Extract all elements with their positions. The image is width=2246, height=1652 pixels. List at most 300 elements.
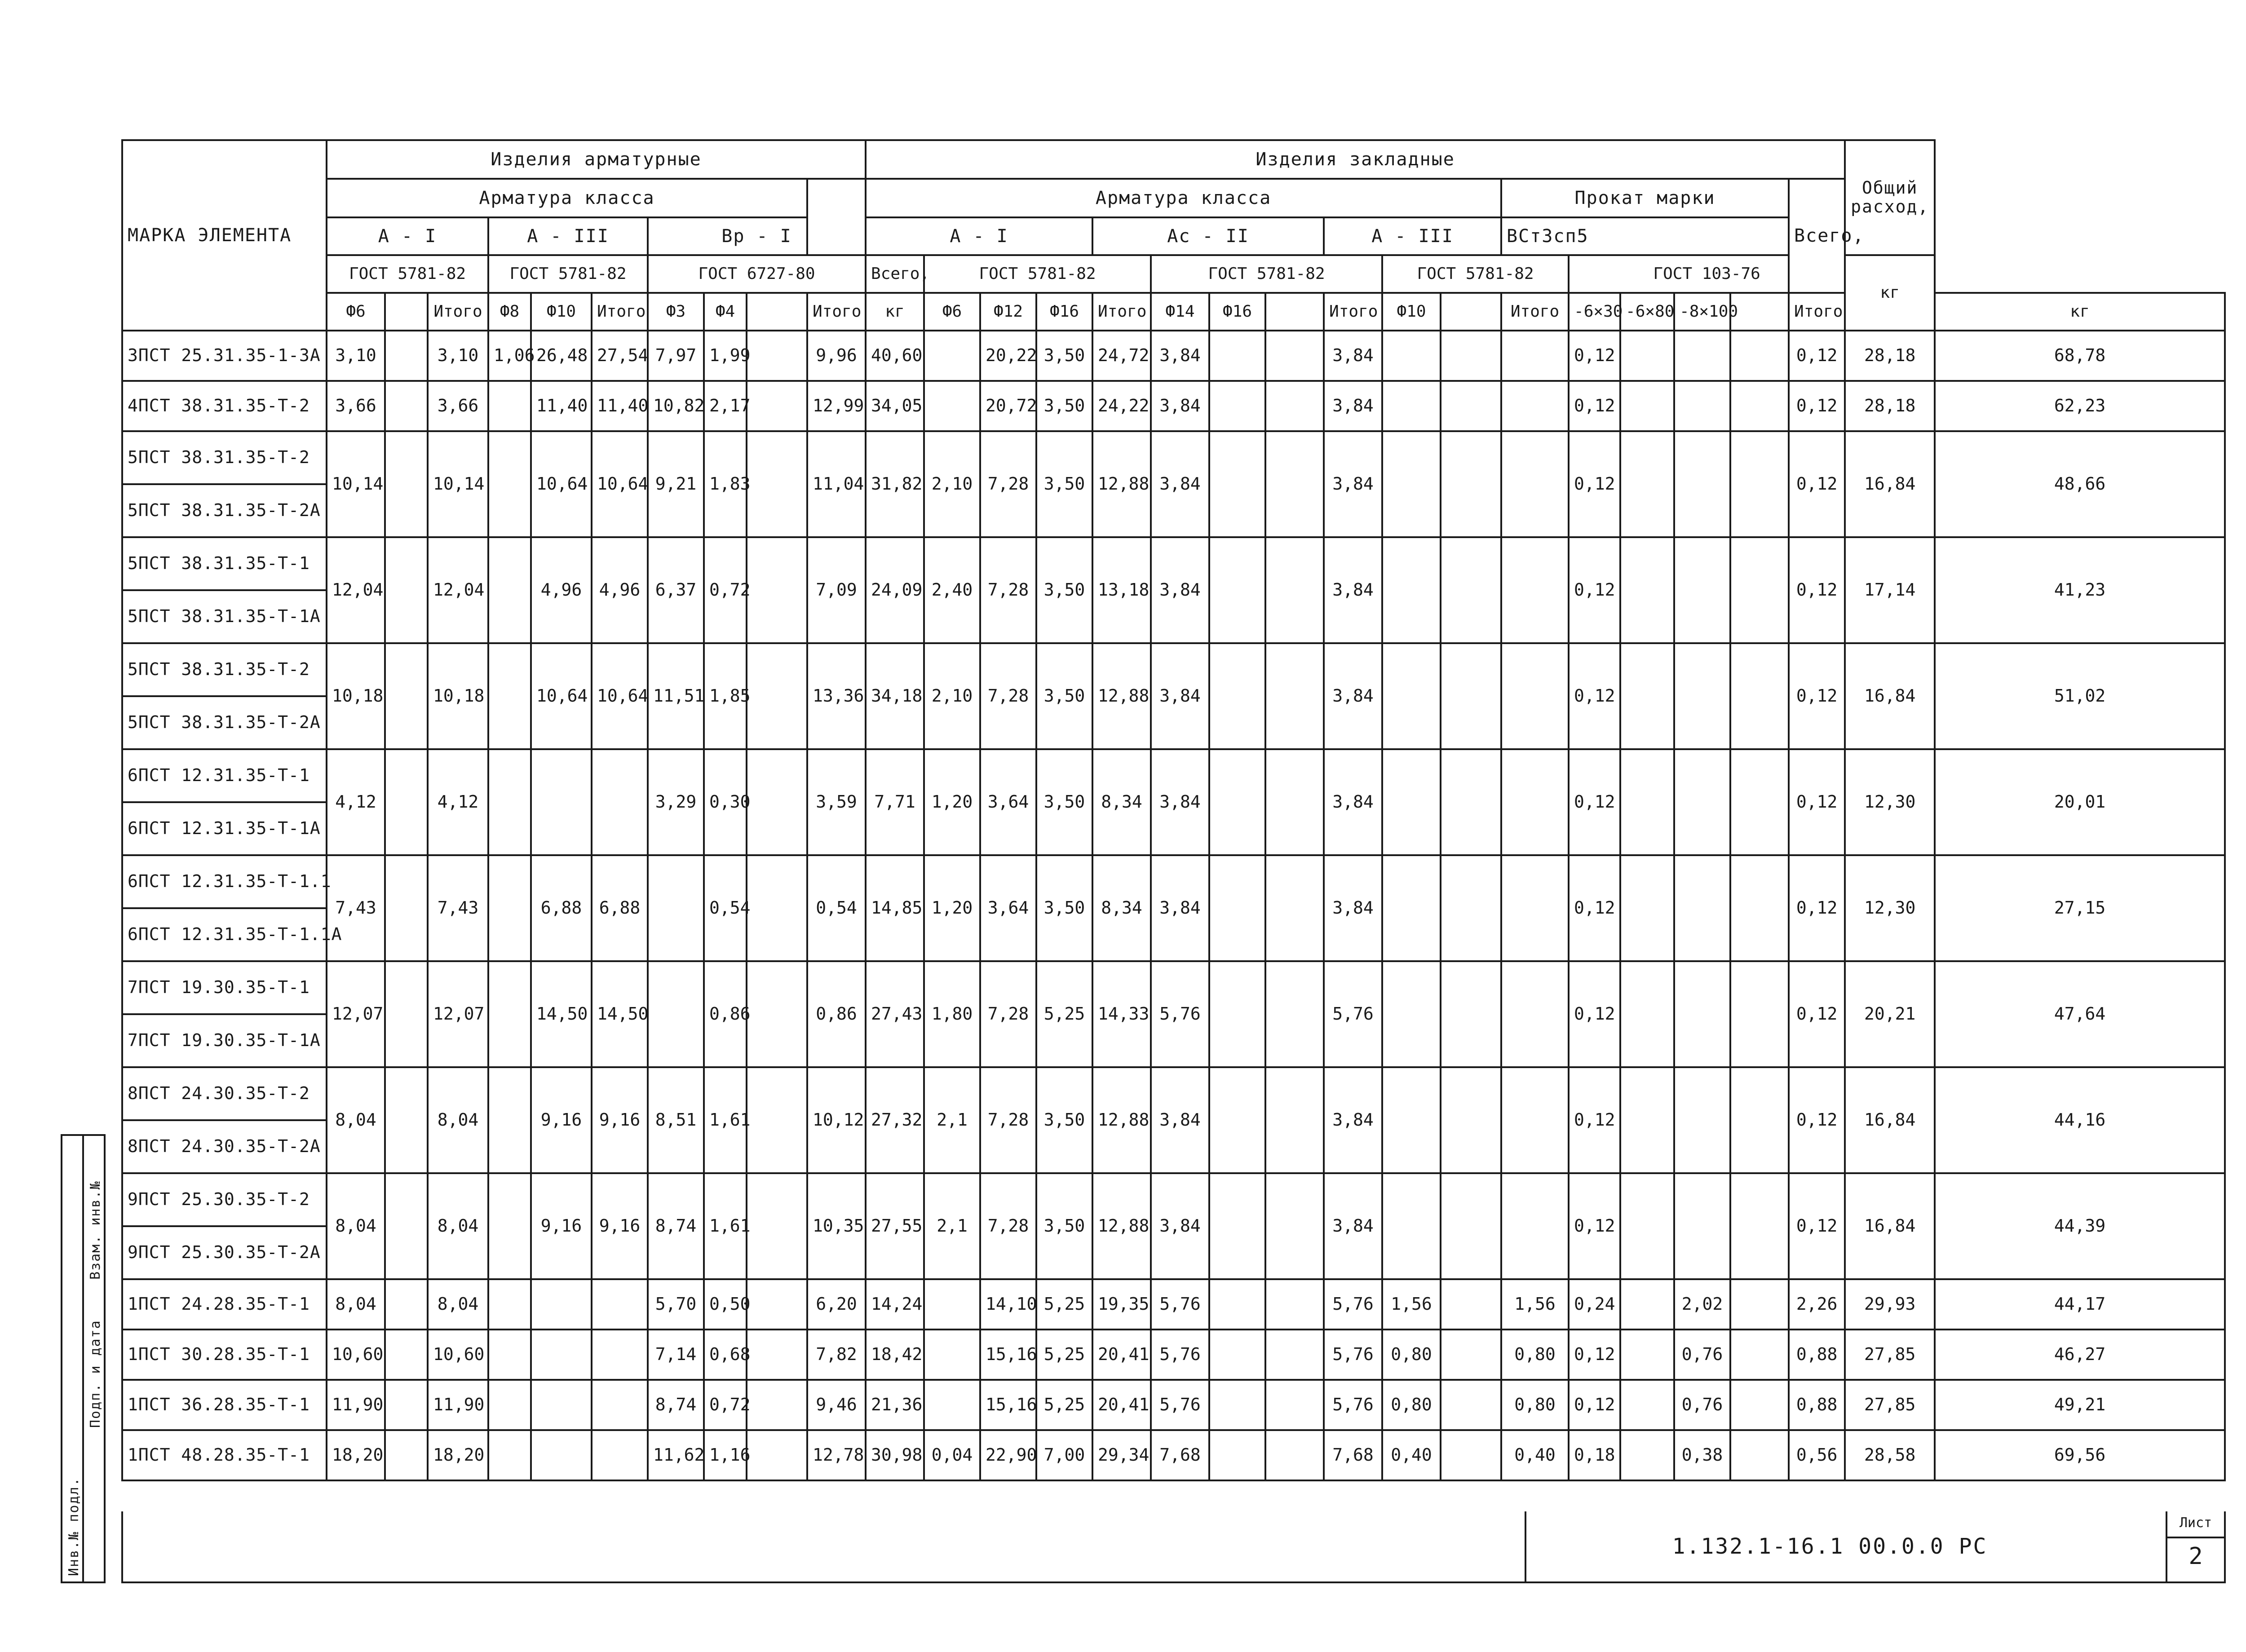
table-cell: 0,56: [1789, 1430, 1845, 1480]
col-a3-d10: Ф10: [531, 293, 592, 331]
table-cell: [1209, 381, 1265, 431]
table-cell: 14,24: [866, 1279, 924, 1330]
table-cell: 44,16: [1935, 1067, 2225, 1173]
overall-header: Общий расход,: [1845, 140, 1935, 255]
table-cell: 0,54: [807, 855, 866, 961]
table-cell: 5,70: [648, 1279, 704, 1330]
table-cell: 0,38: [1674, 1430, 1730, 1480]
table-cell: [1674, 1067, 1730, 1173]
table-cell: 1,80: [924, 961, 980, 1067]
class-bp1: Вр - I: [648, 217, 866, 255]
specification-table: [121, 139, 2226, 1481]
table-cell: 8,04: [327, 1067, 385, 1173]
table-cell: [385, 1067, 428, 1173]
table-cell: [1501, 855, 1569, 961]
table-cell: 18,20: [428, 1430, 488, 1480]
table-cell: [747, 855, 807, 961]
table-cell: 5,76: [1324, 1380, 1382, 1430]
col-e-d16: Ф16: [1036, 293, 1092, 331]
table-cell: [488, 643, 531, 749]
armature-products-header: Изделия арматурные: [327, 140, 866, 179]
table-cell: 14,50: [531, 961, 592, 1067]
table-cell: 0,12: [1569, 1330, 1620, 1380]
table-cell: [747, 1173, 807, 1279]
table-cell: [1441, 749, 1501, 855]
table-cell: [747, 537, 807, 643]
rolled-grade-header: Прокат марки: [1501, 179, 1789, 217]
table-cell: [747, 381, 807, 431]
table-cell: [385, 381, 428, 431]
table-cell: [385, 855, 428, 961]
col-e-d16b: Ф16: [1209, 293, 1265, 331]
table-cell: 8,74: [648, 1380, 704, 1430]
mark-header: МАРКА ЭЛЕМЕНТА: [122, 140, 327, 331]
table-cell: [531, 1330, 592, 1380]
element-mark: 8ПСТ 24.30.35-Т-2: [122, 1067, 327, 1120]
table-cell: 0,04: [924, 1430, 980, 1480]
table-cell: [1674, 331, 1730, 381]
table-row: [122, 381, 2225, 431]
table-cell: 3,50: [1036, 381, 1092, 431]
table-cell: 12,88: [1092, 431, 1151, 537]
table-cell: 8,04: [327, 1279, 385, 1330]
table-cell: 7,43: [327, 855, 385, 961]
element-mark: 4ПСТ 38.31.35-Т-2: [122, 381, 327, 431]
table-cell: [1382, 961, 1441, 1067]
table-cell: [1674, 961, 1730, 1067]
table-cell: [385, 749, 428, 855]
table-cell: 3,10: [428, 331, 488, 381]
table-cell: 0,12: [1789, 537, 1845, 643]
table-cell: 16,84: [1845, 1067, 1935, 1173]
table-cell: 0,40: [1501, 1430, 1569, 1480]
table-cell: [1382, 749, 1441, 855]
table-cell: [1265, 643, 1324, 749]
approval-sidebar: [61, 1134, 106, 1583]
table-cell: 9,46: [807, 1380, 866, 1430]
table-cell: [1265, 1330, 1324, 1380]
armature-class-header: Арматура класса: [327, 179, 807, 217]
table-cell: 5,76: [1151, 1279, 1209, 1330]
element-mark: 1ПСТ 30.28.35-Т-1: [122, 1330, 327, 1380]
col-e-blank2: [1441, 293, 1501, 331]
table-cell: [488, 381, 531, 431]
table-cell: 68,78: [1935, 331, 2225, 381]
table-cell: [1501, 537, 1569, 643]
table-cell: 3,29: [648, 749, 704, 855]
table-cell: [1382, 381, 1441, 431]
element-mark: 5ПСТ 38.31.35-Т-1А: [122, 590, 327, 643]
table-cell: 0,12: [1569, 331, 1620, 381]
table-cell: 12,88: [1092, 643, 1151, 749]
table-cell: 2,40: [924, 537, 980, 643]
table-cell: [1674, 431, 1730, 537]
table-cell: [1209, 1279, 1265, 1330]
table-cell: [385, 1430, 428, 1480]
class-a1: А - I: [327, 217, 488, 255]
table-cell: 0,80: [1382, 1330, 1441, 1380]
table-cell: 5,76: [1324, 961, 1382, 1067]
table-cell: [1265, 1430, 1324, 1480]
table-cell: 5,76: [1151, 1330, 1209, 1380]
table-cell: 11,90: [428, 1380, 488, 1430]
table-cell: 12,88: [1092, 1067, 1151, 1173]
table-cell: 9,16: [531, 1173, 592, 1279]
class-e-a3: А - III: [1324, 217, 1501, 255]
col-bp-blank: [747, 293, 807, 331]
embedded-products-header: Изделия закладные: [866, 140, 1845, 179]
table-cell: [592, 1380, 648, 1430]
table-cell: [1441, 537, 1501, 643]
table-cell: 0,12: [1569, 431, 1620, 537]
table-cell: 8,04: [428, 1173, 488, 1279]
table-cell: 2,1: [924, 1173, 980, 1279]
table-cell: 0,18: [1569, 1430, 1620, 1480]
table-cell: 0,12: [1569, 643, 1620, 749]
table-cell: 5,25: [1036, 1380, 1092, 1430]
col-p-total: Итого: [1789, 293, 1845, 331]
table-cell: 0,12: [1569, 1067, 1620, 1173]
table-cell: 28,58: [1845, 1430, 1935, 1480]
table-cell: 12,78: [807, 1430, 866, 1480]
element-mark: 6ПСТ 12.31.35-Т-1: [122, 749, 327, 802]
element-mark: 5ПСТ 38.31.35-Т-2: [122, 431, 327, 484]
col-a1-blank: [385, 293, 428, 331]
sheet-number: 2: [2189, 1543, 2203, 1570]
table-cell: 4,96: [592, 537, 648, 643]
table-cell: 20,22: [980, 331, 1036, 381]
table-cell: 27,85: [1845, 1330, 1935, 1380]
table-cell: 6,88: [531, 855, 592, 961]
table-cell: 27,32: [866, 1067, 924, 1173]
table-cell: 11,40: [531, 381, 592, 431]
table-cell: [1501, 643, 1569, 749]
table-cell: 2,26: [1789, 1279, 1845, 1330]
table-cell: 3,50: [1036, 537, 1092, 643]
table-cell: 62,23: [1935, 381, 2225, 431]
table-cell: [1209, 643, 1265, 749]
table-cell: 0,76: [1674, 1330, 1730, 1380]
table-cell: 11,90: [327, 1380, 385, 1430]
table-cell: [924, 1330, 980, 1380]
table-row: [122, 855, 2225, 908]
table-cell: 27,85: [1845, 1380, 1935, 1430]
table-cell: 0,72: [704, 537, 747, 643]
table-cell: [1209, 431, 1265, 537]
table-cell: 0,12: [1569, 381, 1620, 431]
table-row: [122, 643, 2225, 696]
table-cell: 28,18: [1845, 331, 1935, 381]
table-cell: 20,72: [980, 381, 1036, 431]
table-cell: 3,50: [1036, 643, 1092, 749]
table-cell: [488, 1380, 531, 1430]
col-p-8x100: -8×100: [1674, 293, 1730, 331]
table-cell: 31,82: [866, 431, 924, 537]
table-cell: 0,80: [1382, 1380, 1441, 1430]
table-cell: [385, 1380, 428, 1430]
table-cell: 24,22: [1092, 381, 1151, 431]
table-cell: [1730, 1173, 1789, 1279]
table-cell: 41,23: [1935, 537, 2225, 643]
table-cell: [385, 1173, 428, 1279]
table-cell: 16,84: [1845, 431, 1935, 537]
table-cell: [1620, 1430, 1674, 1480]
table-cell: 3,50: [1036, 1067, 1092, 1173]
table-cell: 9,21: [648, 431, 704, 537]
gost-e-ac2: ГОСТ 5781-82: [1151, 255, 1382, 293]
table-cell: [1209, 1430, 1265, 1480]
table-cell: [1620, 1330, 1674, 1380]
table-cell: 11,40: [592, 381, 648, 431]
table-cell: 10,82: [648, 381, 704, 431]
table-cell: [531, 1380, 592, 1430]
table-cell: 8,04: [428, 1067, 488, 1173]
table-cell: [924, 1279, 980, 1330]
table-cell: 7,28: [980, 537, 1036, 643]
table-cell: 10,60: [428, 1330, 488, 1380]
table-cell: [747, 1067, 807, 1173]
table-cell: 13,18: [1092, 537, 1151, 643]
col-e-a3-total: Итого: [1501, 293, 1569, 331]
table-cell: 24,72: [1092, 331, 1151, 381]
inv-podl-label: Инв.№ подл.: [66, 1477, 82, 1576]
table-cell: 1,16: [704, 1430, 747, 1480]
table-cell: [592, 1330, 648, 1380]
table-cell: 1,61: [704, 1173, 747, 1279]
table-cell: [1209, 749, 1265, 855]
table-cell: 12,04: [327, 537, 385, 643]
table-cell: 3,50: [1036, 1173, 1092, 1279]
table-cell: [592, 1279, 648, 1330]
table-cell: 7,97: [648, 331, 704, 381]
table-cell: 49,21: [1935, 1380, 2225, 1430]
element-mark: 7ПСТ 19.30.35-Т-1А: [122, 1014, 327, 1067]
table-cell: 8,34: [1092, 749, 1151, 855]
table-cell: [488, 1067, 531, 1173]
table-cell: [924, 1380, 980, 1430]
table-cell: 3,64: [980, 855, 1036, 961]
overall-unit: кг: [1845, 255, 1935, 331]
col-bp-d3: Ф3: [648, 293, 704, 331]
table-row: [122, 431, 2225, 484]
col-e-d14: Ф14: [1151, 293, 1209, 331]
table-cell: [1501, 381, 1569, 431]
table-cell: 12,88: [1092, 1173, 1151, 1279]
table-cell: 10,18: [428, 643, 488, 749]
table-cell: 6,37: [648, 537, 704, 643]
table-cell: [488, 431, 531, 537]
table-cell: [1620, 431, 1674, 537]
col-e-ac-total: Итого: [1324, 293, 1382, 331]
table-cell: [1730, 381, 1789, 431]
table-cell: 21,36: [866, 1380, 924, 1430]
table-cell: [1441, 1067, 1501, 1173]
element-mark: 6ПСТ 12.31.35-Т-1.1А: [122, 908, 327, 961]
table-row: [122, 961, 2225, 1014]
table-cell: [1730, 749, 1789, 855]
table-cell: 1,20: [924, 749, 980, 855]
table-cell: [1441, 331, 1501, 381]
table-cell: 5,25: [1036, 1279, 1092, 1330]
table-cell: [648, 961, 704, 1067]
sheet-label: Лист: [2167, 1515, 2224, 1538]
gost-a3: ГОСТ 5781-82: [488, 255, 648, 293]
table-cell: 1,56: [1382, 1279, 1441, 1330]
table-cell: [1674, 643, 1730, 749]
table-cell: 0,12: [1789, 1173, 1845, 1279]
total2-header: Всего,: [1789, 179, 1845, 293]
table-cell: [385, 431, 428, 537]
element-mark: 5ПСТ 38.31.35-Т-2А: [122, 484, 327, 537]
total-label: Всего,: [866, 255, 924, 293]
table-cell: 0,12: [1789, 331, 1845, 381]
table-cell: 3,84: [1324, 381, 1382, 431]
table-cell: 3,84: [1151, 643, 1209, 749]
sheet-number-box: [2166, 1511, 2224, 1581]
table-cell: 13,36: [807, 643, 866, 749]
gost-e-a1: ГОСТ 5781-82: [924, 255, 1151, 293]
table-cell: 14,33: [1092, 961, 1151, 1067]
table-cell: [1382, 643, 1441, 749]
element-mark: 5ПСТ 38.31.35-Т-1: [122, 537, 327, 590]
table-cell: 20,01: [1935, 749, 2225, 855]
table-cell: 2,17: [704, 381, 747, 431]
table-cell: 2,1: [924, 1067, 980, 1173]
table-cell: [1209, 1380, 1265, 1430]
table-cell: [1209, 1067, 1265, 1173]
table-cell: [747, 643, 807, 749]
total2-unit: кг: [1935, 293, 2225, 331]
table-cell: [385, 643, 428, 749]
class-a3: А - III: [488, 217, 648, 255]
table-cell: 3,84: [1324, 537, 1382, 643]
table-cell: 10,35: [807, 1173, 866, 1279]
table-cell: 10,64: [531, 643, 592, 749]
table-cell: 34,05: [866, 381, 924, 431]
table-cell: [1382, 1173, 1441, 1279]
table-cell: 0,86: [807, 961, 866, 1067]
col-a1-total: Итого: [428, 293, 488, 331]
table-cell: 3,84: [1324, 1173, 1382, 1279]
table-cell: [1209, 1330, 1265, 1380]
table-cell: 12,30: [1845, 855, 1935, 961]
table-cell: 10,64: [592, 431, 648, 537]
table-cell: [1730, 1067, 1789, 1173]
table-cell: 0,80: [1501, 1330, 1569, 1380]
element-mark: 5ПСТ 38.31.35-Т-2: [122, 643, 327, 696]
table-cell: 51,02: [1935, 643, 2225, 749]
table-cell: [747, 1430, 807, 1480]
table-cell: 20,41: [1092, 1380, 1151, 1430]
table-cell: [1265, 749, 1324, 855]
table-cell: [1209, 855, 1265, 961]
table-cell: [1674, 1173, 1730, 1279]
table-cell: [747, 431, 807, 537]
table-cell: [488, 1279, 531, 1330]
table-cell: 7,43: [428, 855, 488, 961]
table-row: [122, 1380, 2225, 1430]
table-cell: 5,76: [1151, 1380, 1209, 1430]
table-cell: 3,50: [1036, 749, 1092, 855]
table-cell: [1730, 855, 1789, 961]
table-cell: [488, 855, 531, 961]
table-cell: [1620, 537, 1674, 643]
table-cell: 0,12: [1789, 431, 1845, 537]
table-cell: 5,25: [1036, 961, 1092, 1067]
table-cell: 0,12: [1569, 1380, 1620, 1430]
table-cell: [1441, 1380, 1501, 1430]
element-mark: 8ПСТ 24.30.35-Т-2А: [122, 1120, 327, 1173]
element-mark: 3ПСТ 25.31.35-1-3А: [122, 331, 327, 381]
table-cell: 3,50: [1036, 855, 1092, 961]
table-cell: [1382, 1067, 1441, 1173]
table-cell: 0,12: [1789, 381, 1845, 431]
table-cell: 12,07: [327, 961, 385, 1067]
table-cell: 27,54: [592, 331, 648, 381]
table-cell: 0,30: [704, 749, 747, 855]
table-cell: 1,61: [704, 1067, 747, 1173]
col-bp-total: Итого: [807, 293, 866, 331]
table-cell: 3,64: [980, 749, 1036, 855]
col-p-6x80: -6×80: [1620, 293, 1674, 331]
table-row: [122, 537, 2225, 590]
table-cell: 11,51: [648, 643, 704, 749]
table-cell: [531, 749, 592, 855]
table-row: [122, 331, 2225, 381]
table-cell: [1441, 643, 1501, 749]
table-cell: [1441, 431, 1501, 537]
table-cell: 7,00: [1036, 1430, 1092, 1480]
table-cell: 3,66: [327, 381, 385, 431]
table-cell: 8,34: [1092, 855, 1151, 961]
table-cell: 3,84: [1324, 1067, 1382, 1173]
table-cell: 15,16: [980, 1380, 1036, 1430]
element-mark: 1ПСТ 24.28.35-Т-1: [122, 1279, 327, 1330]
table-cell: 5,25: [1036, 1330, 1092, 1380]
table-cell: 30,98: [866, 1430, 924, 1480]
table-cell: 8,51: [648, 1067, 704, 1173]
table-cell: 6,88: [592, 855, 648, 961]
table-cell: 4,12: [428, 749, 488, 855]
table-cell: 3,84: [1151, 431, 1209, 537]
table-cell: [1620, 1067, 1674, 1173]
table-cell: [1382, 331, 1441, 381]
table-cell: 3,50: [1036, 331, 1092, 381]
col-p-6x30: -6×30: [1569, 293, 1620, 331]
table-cell: [1501, 961, 1569, 1067]
table-cell: 5,76: [1324, 1279, 1382, 1330]
table-cell: [747, 331, 807, 381]
table-cell: 0,12: [1569, 855, 1620, 961]
vzam-inv-label: Взам. инв.№: [88, 1180, 103, 1280]
table-cell: [1265, 1279, 1324, 1330]
table-cell: 10,14: [428, 431, 488, 537]
table-cell: 0,88: [1789, 1330, 1845, 1380]
table-cell: 8,04: [327, 1173, 385, 1279]
table-cell: 27,55: [866, 1173, 924, 1279]
table-cell: [1730, 431, 1789, 537]
table-cell: [385, 961, 428, 1067]
table-cell: [1441, 1330, 1501, 1380]
col-a3-total: Итого: [592, 293, 648, 331]
table-cell: [488, 1330, 531, 1380]
table-cell: 3,59: [807, 749, 866, 855]
table-cell: 20,41: [1092, 1330, 1151, 1380]
table-cell: 44,17: [1935, 1279, 2225, 1330]
table-cell: 12,04: [428, 537, 488, 643]
table-cell: 1,99: [704, 331, 747, 381]
table-cell: 16,84: [1845, 1173, 1935, 1279]
